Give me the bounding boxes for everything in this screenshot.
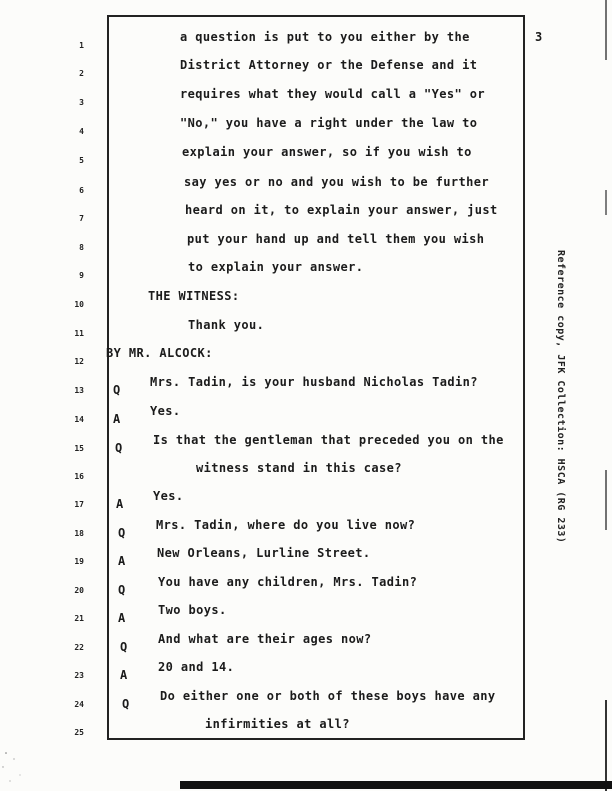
line-number: 20 <box>74 586 84 595</box>
line-number: 18 <box>74 529 84 538</box>
transcript-line: BY MR. ALCOCK: <box>106 346 213 360</box>
line-number: 22 <box>74 643 84 652</box>
line-number: 23 <box>74 671 84 680</box>
scan-speckle <box>0 745 40 785</box>
question-marker: Q <box>118 583 126 597</box>
page-number: 3 <box>535 30 543 44</box>
line-number: 24 <box>74 700 84 709</box>
transcript-line: explain your answer, so if you wish to <box>182 145 472 159</box>
transcript-line: 20 and 14. <box>158 660 235 674</box>
transcript-line: You have any children, Mrs. Tadin? <box>158 575 418 589</box>
transcript-line: Two boys. <box>158 603 227 617</box>
transcript-line: District Attorney or the Defense and it <box>180 58 478 72</box>
line-number: 10 <box>74 300 84 309</box>
line-number: 19 <box>74 557 84 566</box>
line-number: 4 <box>79 127 84 136</box>
line-number: 15 <box>74 444 84 453</box>
transcript-line: Yes. <box>153 489 184 503</box>
archive-reference-note: Reference copy, JFK Collection: HSCA (RG 233) <box>555 250 566 544</box>
question-marker: Q <box>118 526 126 540</box>
transcript-line: Is that the gentleman that preceded you on the <box>153 433 504 447</box>
question-marker: Q <box>120 640 128 654</box>
page-border-left <box>107 15 109 740</box>
answer-marker: A <box>113 412 121 426</box>
transcript-line: a question is put to you either by the <box>180 30 470 44</box>
scan-bottom-edge <box>180 781 612 789</box>
page-border-top <box>107 15 525 17</box>
question-marker: Q <box>115 441 123 455</box>
transcript-line: "No," you have a right under the law to <box>180 116 478 130</box>
answer-marker: A <box>120 668 128 682</box>
line-number: 11 <box>74 329 84 338</box>
line-number: 14 <box>74 415 84 424</box>
question-marker: Q <box>122 697 130 711</box>
line-number: 16 <box>74 472 84 481</box>
page-border-right <box>523 15 525 740</box>
transcript-line: THE WITNESS: <box>148 289 240 303</box>
line-number: 12 <box>74 357 84 366</box>
answer-marker: A <box>118 554 126 568</box>
scan-edge-marks <box>603 0 609 791</box>
transcript-line: witness stand in this case? <box>196 461 402 475</box>
transcript-line: Do either one or both of these boys have any <box>160 689 496 703</box>
question-marker: Q <box>113 383 121 397</box>
line-number: 2 <box>79 69 84 78</box>
transcript-line: New Orleans, Lurline Street. <box>157 546 371 560</box>
line-number: 8 <box>79 243 84 252</box>
line-number: 17 <box>74 500 84 509</box>
line-number: 6 <box>79 186 84 195</box>
answer-marker: A <box>118 611 126 625</box>
line-number: 3 <box>79 98 84 107</box>
line-number: 1 <box>79 41 84 50</box>
transcript-line: requires what they would call a "Yes" or <box>180 87 485 101</box>
transcript-line: Yes. <box>150 404 181 418</box>
transcript-line: And what are their ages now? <box>158 632 372 646</box>
line-number: 9 <box>79 271 84 280</box>
transcript-line: put your hand up and tell them you wish <box>187 232 485 246</box>
transcript-line: Mrs. Tadin, is your husband Nicholas Tadin? <box>150 375 478 389</box>
transcript-line: to explain your answer. <box>188 260 364 274</box>
line-number: 25 <box>74 728 84 737</box>
transcript-line: infirmities at all? <box>205 717 350 731</box>
line-number: 21 <box>74 614 84 623</box>
line-number: 13 <box>74 386 84 395</box>
line-number: 7 <box>79 214 84 223</box>
transcript-line: heard on it, to explain your answer, just <box>185 203 498 217</box>
line-number: 5 <box>79 156 84 165</box>
transcript-line: Mrs. Tadin, where do you live now? <box>156 518 416 532</box>
page-border-bottom <box>107 738 525 740</box>
transcript-line: Thank you. <box>188 318 265 332</box>
answer-marker: A <box>116 497 124 511</box>
transcript-line: say yes or no and you wish to be further <box>184 175 489 189</box>
